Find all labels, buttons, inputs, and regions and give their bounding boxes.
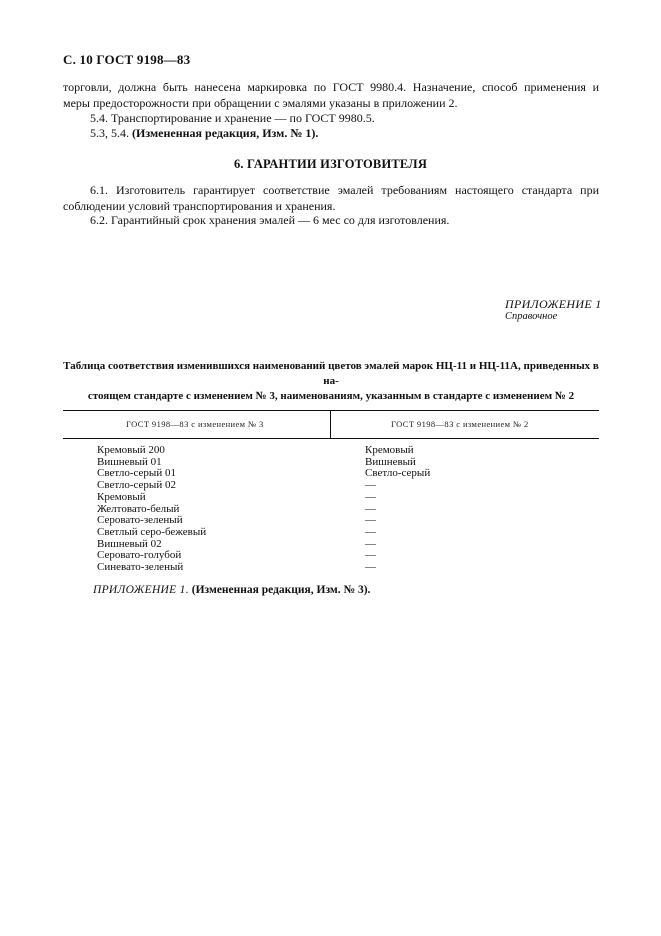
- intro-paragraph: [63, 80, 599, 111]
- page-header: С. 10 ГОСТ 9198—83: [63, 52, 191, 67]
- p61-line-2: соблюдении условий транспортирования и хранения.: [63, 198, 336, 213]
- footnote-label: ПРИЛОЖЕНИЕ 1.: [93, 584, 189, 596]
- paragraph-6-1: [63, 183, 599, 214]
- table-cell: Синевато-зеленый: [97, 561, 184, 574]
- table-header-col1: ГОСТ 9198—83 с изменением № 3: [126, 419, 264, 429]
- footnote-note: (Измененная редакция, Изм. № 3).: [191, 584, 371, 596]
- table-cell: Светло-серый 01: [97, 467, 176, 480]
- table-cell: —: [365, 537, 376, 550]
- intro-line-2: меры предосторожности при обращении с эмалями указаны в приложении 2.: [63, 95, 458, 110]
- table-cell: Светло-серый 02: [97, 479, 176, 492]
- table-cell: Серовато-голубой: [97, 549, 182, 562]
- table-cell: —: [365, 561, 376, 574]
- table-cell: Серовато-зеленый: [97, 514, 183, 527]
- item-5-4: 5.4. Транспортирование и хранение — по ГОСТ 9980.5.: [90, 111, 375, 125]
- appendix-title: ПРИЛОЖЕНИЕ 1: [505, 297, 602, 311]
- table-cell: Кремовый: [97, 490, 146, 503]
- item-5-3-prefix: 5.3, 5.4.: [90, 126, 129, 140]
- table-cell: Светлый серо-бежевый: [97, 525, 207, 538]
- table-cell: —: [365, 549, 376, 562]
- p61-line-1: 6.1. Изготовитель гарантирует соответствие эмалей требованиям настоящего стандарта при: [90, 183, 599, 197]
- table-cell: —: [365, 479, 376, 492]
- table-top-rule: [63, 410, 599, 411]
- table-header-rule: [63, 438, 599, 439]
- appendix-footnote: [93, 584, 370, 596]
- table-col1: [97, 445, 206, 574]
- table-column-divider: [330, 410, 331, 438]
- table-cell: —: [365, 525, 376, 538]
- table-cell: —: [365, 490, 376, 503]
- table-col2: [365, 445, 430, 574]
- table-cell: Вишневый 02: [97, 537, 162, 550]
- table-cell: Светло-серый: [365, 467, 431, 480]
- caption-line-1: Таблица соответствия изменившихся наименований цветов эмалей марок НЦ-11 и НЦ-11А, приведенных в на-: [63, 360, 599, 387]
- table-cell: Кремовый: [365, 444, 414, 456]
- table-caption: [63, 359, 599, 404]
- table-cell: Кремовый 200: [97, 444, 165, 456]
- intro-line-1: торговли, должна быть нанесена маркировка по ГОСТ 9980.4. Назначение, способ применения и: [63, 80, 599, 94]
- table-header-col2: ГОСТ 9198—83 с изменением № 2: [391, 419, 529, 429]
- item-5-3-5-4: [90, 126, 318, 141]
- section-6-title: 6. ГАРАНТИИ ИЗГОТОВИТЕЛЯ: [233, 157, 428, 171]
- caption-line-2: стоящем стандарте с изменением № 3, наименованиям, указанным в стандарте с изменением № 2: [87, 390, 575, 402]
- paragraph-6-2: 6.2. Гарантийный срок хранения эмалей — 6 мес со для изготовления.: [90, 213, 450, 227]
- table-cell: —: [365, 502, 376, 515]
- revision-note: (Измененная редакция, Изм. № 1).: [132, 126, 319, 140]
- table-cell: Желтовато-белый: [97, 502, 180, 515]
- table-cell: —: [365, 514, 376, 527]
- table-cell: Вишневый: [365, 455, 416, 468]
- table-cell: Вишневый 01: [97, 455, 162, 468]
- appendix-subtitle: Справочное: [505, 311, 558, 322]
